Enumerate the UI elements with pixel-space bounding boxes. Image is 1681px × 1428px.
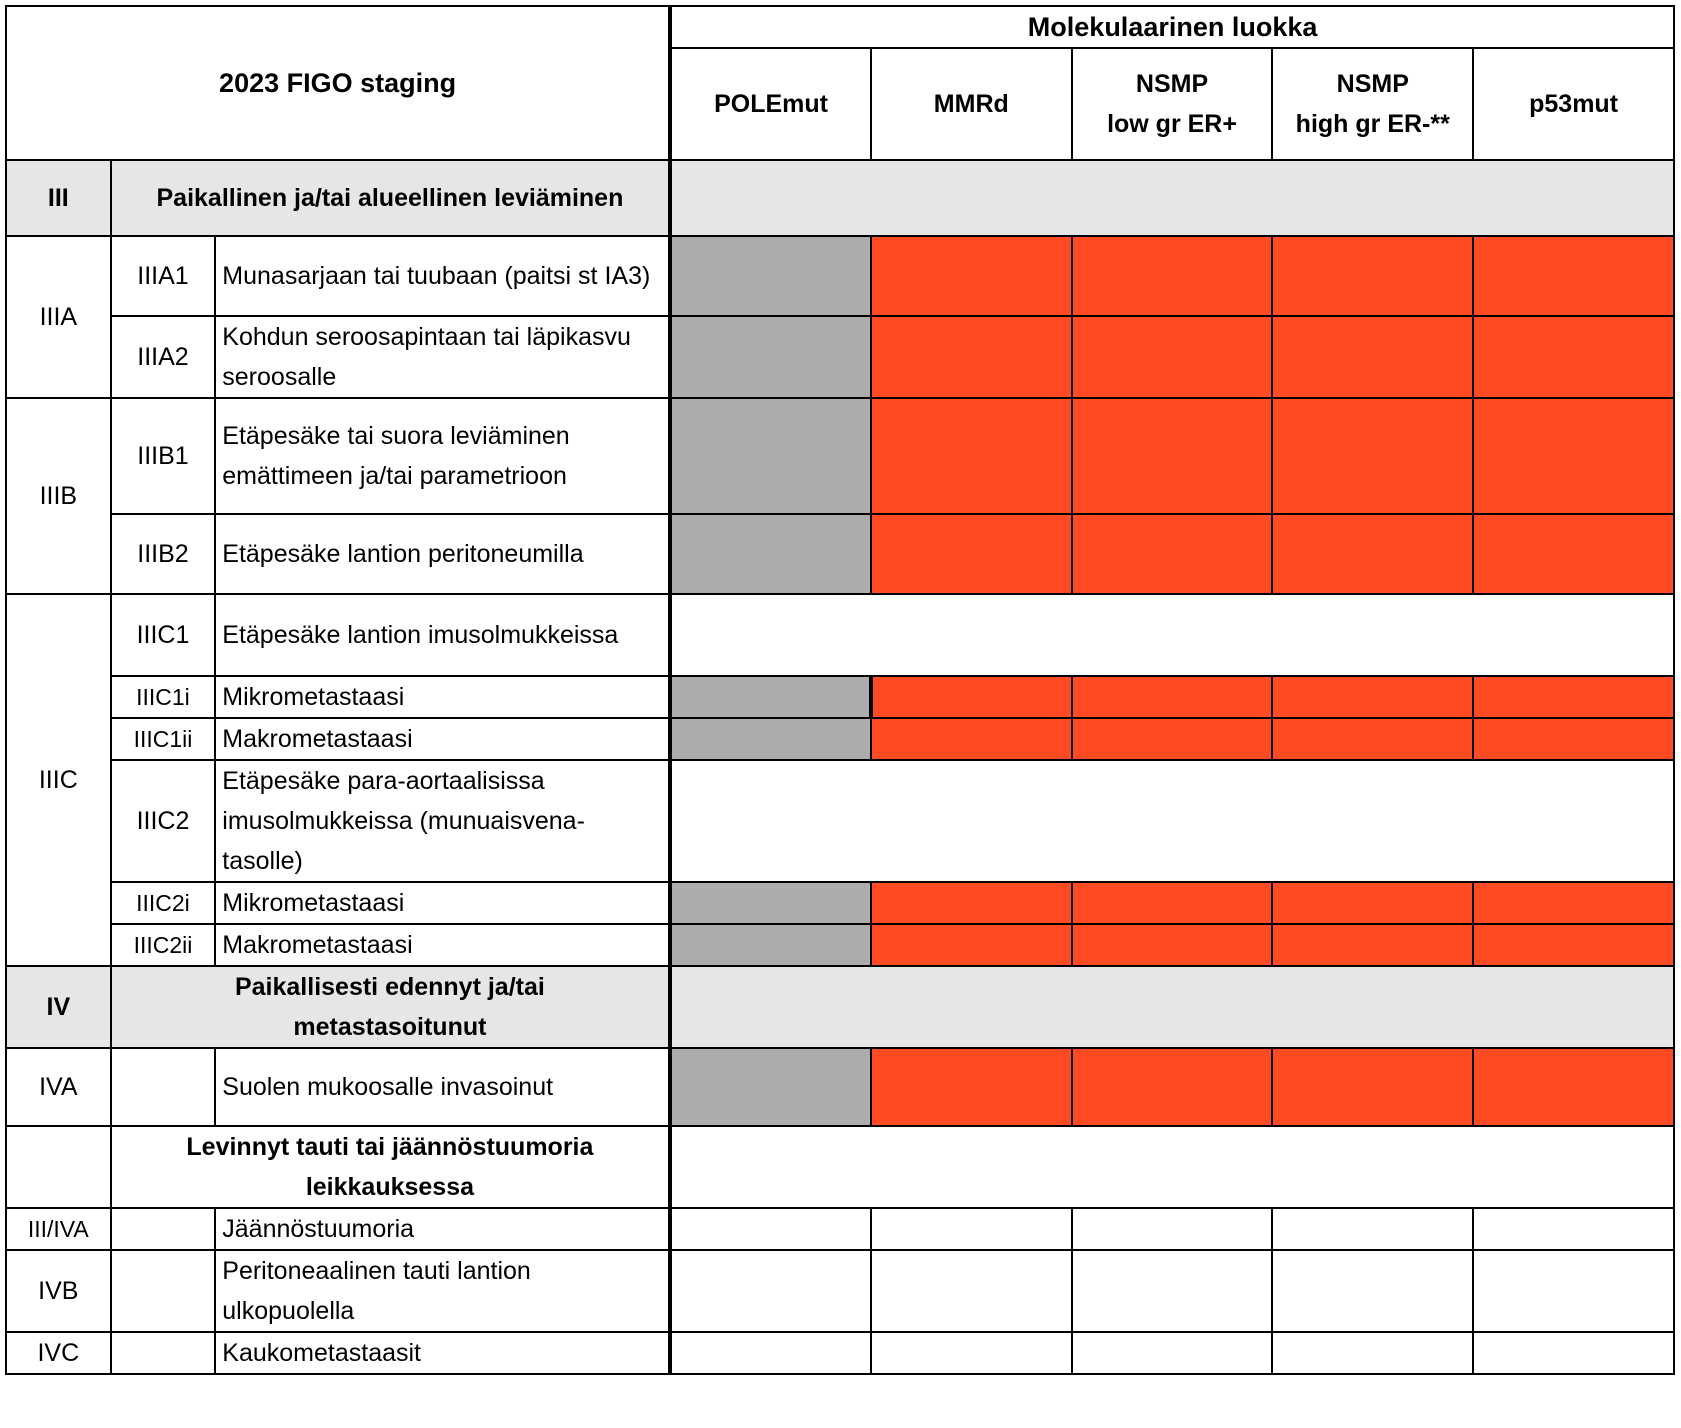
p53mut-cell [1473,514,1674,594]
substage-description: Jäännöstuumoria [215,1208,670,1250]
substage-description: Etäpesäke para-aortaalisissa imusolmukkeissa (munuaisvena-tasolle) [215,760,670,882]
stage-label: III/IVA [6,1208,111,1250]
nsmp-low-cell [1072,1048,1273,1126]
mmrd-cell [871,924,1072,966]
stage-label: III [6,160,111,236]
empty-class-cell [670,966,1674,1048]
p53mut-cell [1473,1208,1674,1250]
nsmp-high-cell [1272,1250,1473,1332]
stage-label: IIIC [6,594,111,966]
p53mut-cell [1473,882,1674,924]
empty-substage-cell [111,1332,216,1374]
polemut-cell [670,514,871,594]
substage-description: Suolen mukoosalle invasoinut [215,1048,670,1126]
substage-code: IIIA2 [111,316,216,398]
nsmp-low-cell [1072,398,1273,514]
empty-class-cell [670,1126,1674,1208]
nsmp-low-cell [1072,1250,1273,1332]
nsmp-low-cell [1072,236,1273,316]
substage-description: Etäpesäke tai suora leviäminen emättimeen ja/tai parametrioon [215,398,670,514]
substage-description: Munasarjaan tai tuubaan (paitsi st IA3) [215,236,670,316]
substage-code: IIIC2ii [111,924,216,966]
polemut-cell [670,882,871,924]
nsmp-low-cell [1072,514,1273,594]
nsmp-high-cell [1272,676,1473,718]
class-header-line2: low gr ER+ [1107,110,1237,138]
polemut-cell [670,398,871,514]
nsmp-high-cell [1272,718,1473,760]
substage-code: IIIB1 [111,398,216,514]
nsmp-high-cell [1272,398,1473,514]
substage-description: Mikrometastaasi [215,882,670,924]
class-header-line1: NSMP [1135,70,1209,98]
empty-class-cell [670,760,1674,882]
stage-label: IVB [6,1250,111,1332]
figo-staging-table [5,5,1675,1375]
nsmp-low-cell [1072,1208,1273,1250]
empty-substage-cell [111,1250,216,1332]
class-header-line1: MMRd [933,90,1009,118]
substage-description: Kaukometastaasit [215,1332,670,1374]
p53mut-cell [1473,398,1674,514]
substage-description: Makrometastaasi [215,924,670,966]
nsmp-high-cell [1272,1332,1473,1374]
substage-code: IIIC2i [111,882,216,924]
substage-code: IIIA1 [111,236,216,316]
mmrd-cell [871,718,1072,760]
substage-code: IIIC1i [111,676,216,718]
nsmp-high-cell [1272,882,1473,924]
mmrd-cell [871,236,1072,316]
mmrd-cell [871,1208,1072,1250]
p53mut-cell [1473,676,1674,718]
stage-label: IVA [6,1048,111,1126]
substage-description: Kohdun seroosapintaan tai läpikasvu seroosalle [215,316,670,398]
empty-substage-cell [111,1208,216,1250]
mmrd-cell [871,1250,1072,1332]
substage-description: Peritoneaalinen tauti lantion ulkopuolella [215,1250,670,1332]
nsmp-low-cell [1072,882,1273,924]
nsmp-low-cell [1072,924,1273,966]
class-header-line1: p53mut [1529,90,1619,118]
p53mut-cell [1473,718,1674,760]
empty-class-cell [670,160,1674,236]
polemut-cell [670,718,871,760]
nsmp-low-cell [1072,316,1273,398]
class-header-line1: NSMP [1336,70,1409,98]
stage-description: Paikallinen ja/tai alueellinen leviäminen [111,160,671,236]
stage-label: IIIA [6,236,111,398]
molecular-class-header: Molekulaarinen luokka [670,6,1674,48]
class-header-nsmp-low [1072,48,1273,160]
substage-code: IIIB2 [111,514,216,594]
nsmp-low-cell [1072,676,1273,718]
substage-description: Makrometastaasi [215,718,670,760]
polemut-cell [670,676,871,718]
nsmp-high-cell [1272,1048,1473,1126]
staging-header: 2023 FIGO staging [6,6,670,160]
empty-class-cell [670,594,1674,676]
class-header-p53mut [1473,48,1674,160]
nsmp-high-cell [1272,514,1473,594]
p53mut-cell [1473,316,1674,398]
nsmp-high-cell [1272,924,1473,966]
p53mut-cell [1473,1048,1674,1126]
substage-description: Etäpesäke lantion peritoneumilla [215,514,670,594]
residual-disease-header: Levinnyt tauti tai jäännöstuumoria leikkauksessa [111,1126,671,1208]
nsmp-high-cell [1272,1208,1473,1250]
nsmp-high-cell [1272,236,1473,316]
stage-label: IVC [6,1332,111,1374]
stage-label: IV [6,966,111,1048]
class-header-line1: POLEmut [714,90,828,118]
p53mut-cell [1473,924,1674,966]
substage-code: IIIC1 [111,594,216,676]
empty-stage-cell [6,1126,111,1208]
polemut-cell [670,316,871,398]
mmrd-cell [871,882,1072,924]
class-header-line2: high gr ER-** [1295,110,1450,138]
polemut-cell [670,1332,871,1374]
substage-description: Etäpesäke lantion imusolmukkeissa [215,594,670,676]
substage-code: IIIC1ii [111,718,216,760]
class-header-polemut [670,48,871,160]
polemut-cell [670,1250,871,1332]
mmrd-cell [871,1048,1072,1126]
empty-substage-cell [111,1048,216,1126]
mmrd-cell [871,316,1072,398]
mmrd-cell [871,1332,1072,1374]
class-header-nsmp-high [1272,48,1473,160]
polemut-cell [670,924,871,966]
substage-code: IIIC2 [111,760,216,882]
stage-description: Paikallisesti edennyt ja/tai metastasoitunut [111,966,671,1048]
mmrd-cell [871,676,1072,718]
substage-description: Mikrometastaasi [215,676,670,718]
mmrd-cell [871,514,1072,594]
nsmp-low-cell [1072,1332,1273,1374]
nsmp-high-cell [1272,316,1473,398]
p53mut-cell [1473,1332,1674,1374]
p53mut-cell [1473,236,1674,316]
polemut-cell [670,1208,871,1250]
polemut-cell [670,1048,871,1126]
stage-label: IIIB [6,398,111,594]
nsmp-low-cell [1072,718,1273,760]
polemut-cell [670,236,871,316]
mmrd-cell [871,398,1072,514]
p53mut-cell [1473,1250,1674,1332]
class-header-mmrd [871,48,1072,160]
